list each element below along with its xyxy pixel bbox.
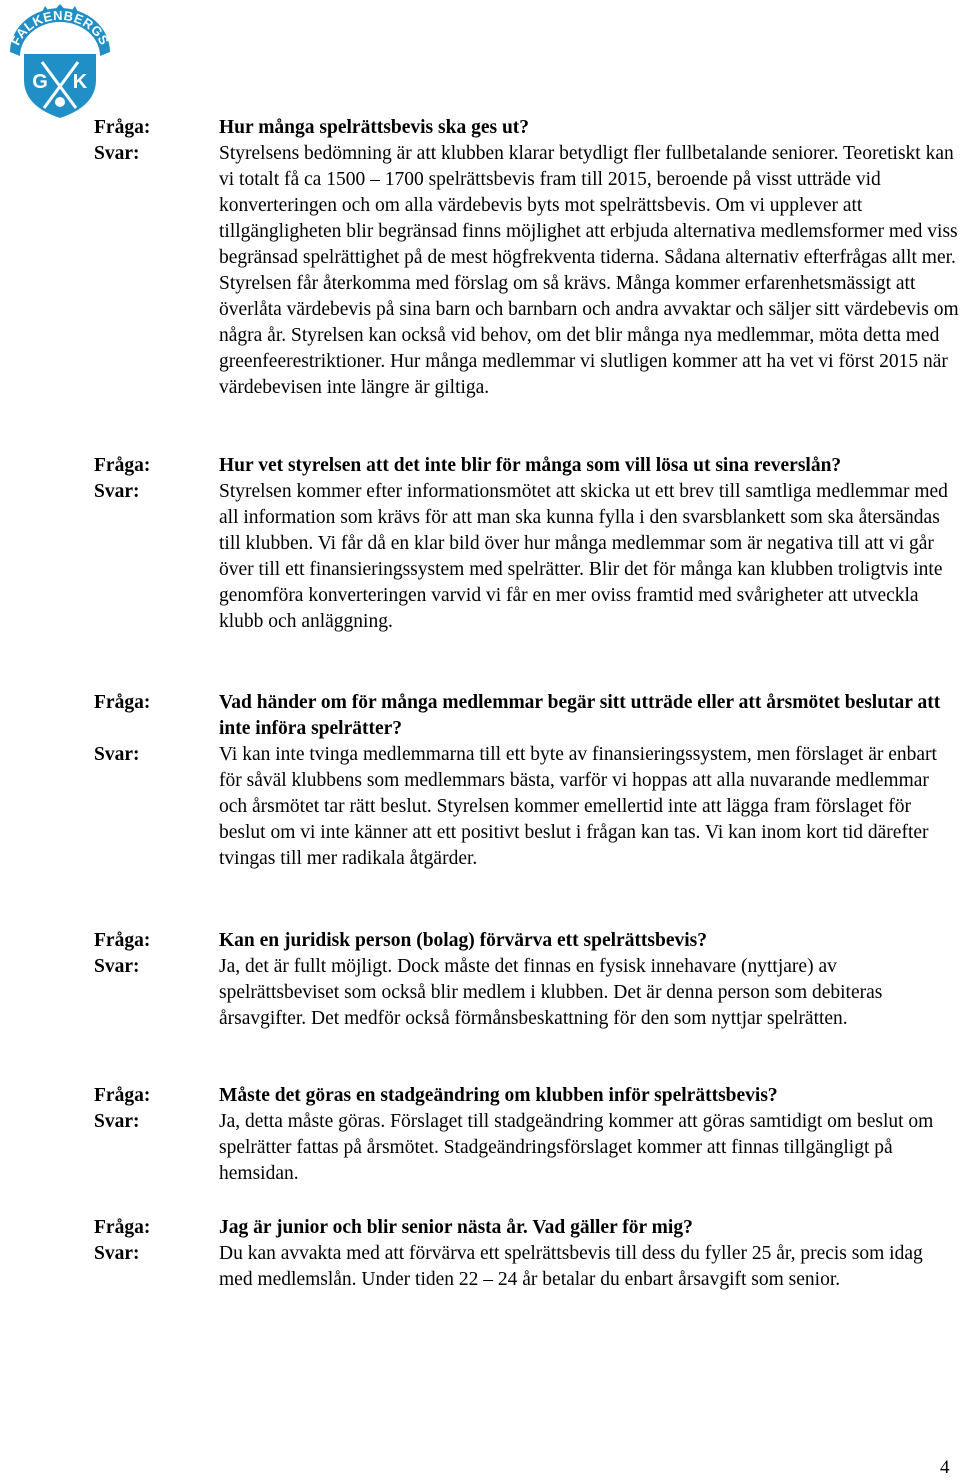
answer-label: Svar: [94, 1243, 140, 1264]
qa-text [219, 115, 959, 401]
svg-text:FALKENBERGS [8, 8, 112, 48]
question-label: Fråga: [94, 117, 151, 138]
answer-text: Styrelsens bedömning är att klubben klarar betydligt fler fullbetalande seniorer. Teoretiskt kan vi totalt få ca 1500 – 1700 spelrättsbevis fram till 2015, beroende på visst utträde vid konverteringen och om alla värdebevis byts mot spelrättsbevis. Om vi upplever att tillgängligheten blir begränsad finns möjlighet att erbjuda alternativa medlemsformer med viss begränsad spelrättighet på de mest högfrekventa tiderna. Sådana alternativ efterfrågas allt mer. Styrelsen får återkomma med förslag om så krävs. Många kommer erfarenhetsmässigt att överlåta värdebevis på sina barn och barnbarn och andra avvaktar och säljer sitt värdebevis om några år. Styrelsen kan också vid behov, om det blir många nya medlemmar, möta detta med greenfeerestriktioner. Hur många medlemmar vi slutligen kommer att ha vet vi först 2015 när värdebevisen inte längre är giltiga. [219, 143, 959, 398]
qa-text [219, 690, 959, 872]
qa-text [219, 1083, 959, 1187]
club-logo [4, 2, 116, 120]
answer-label: Svar: [94, 143, 140, 164]
answer-text: Ja, detta måste göras. Förslaget till stadgeändring kommer att göras samtidigt om beslut om spelrätter fattas på årsmötet. Stadgeändringsförslaget kommer att finnas tillgängligt på hemsidan. [219, 1111, 934, 1184]
question-text: Hur vet styrelsen att det inte blir för många som vill lösa ut sina reverslån? [219, 455, 842, 476]
qa-text [219, 928, 959, 1032]
question-text: Hur många spelrättsbevis ska ges ut? [219, 117, 530, 138]
qa-text [219, 1215, 959, 1293]
page-number: 4 [940, 1457, 950, 1478]
answer-text: Du kan avvakta med att förvärva ett spelrättsbevis till dess du fyller 25 år, precis som idag med medlemslån. Under tiden 22 – 24 år betalar du enbart årsavgift som senior. [219, 1243, 923, 1290]
answer-label: Svar: [94, 956, 140, 977]
logo-text: FALKENBERGS [7, 7, 113, 48]
logo-letter-right: K [72, 71, 88, 93]
answer-text: Vi kan inte tvinga medlemmarna till ett byte av finansieringssystem, men förslaget är enbart för såväl klubbens som medlemmars bästa, varför vi hoppas att alla nuvarande medlemmar och årsmötet tar rätt beslut. Styrelsen kommer emellertid inte att lägga fram förslaget för beslut om vi inte känner att ett positivt beslut i frågan kan tas. Vi kan inom kort tid därefter tvingas till mer radikala åtgärder. [219, 744, 937, 869]
answer-text: Styrelsen kommer efter informationsmötet att skicka ut ett brev till samtliga medlemmar med all information som krävs för att man ska kunna fylla i den svarsblankett som ska återsändas till klubben. Vi får då en klar bild över hur många medlemmar som är negativa till att vi går över till ett finansieringssystem med spelrätter. Blir det för många kan klubben troligtvis inte genomföra konverteringen varvid vi får en mer oviss framtid med svårigheter att utveckla klubb och anläggning. [219, 481, 948, 632]
answer-text: Ja, det är fullt möjligt. Dock måste det finnas en fysisk innehavare (nyttjare) av spelrättsbeviset som också blir medlem i klubben. Det är denna person som debiteras årsavgifter. Det medför också förmånsbeskattning för den som nyttjar spelrätten. [219, 956, 883, 1029]
question-text: Kan en juridisk person (bolag) förvärva ett spelrättsbevis? [219, 930, 708, 951]
question-text: Vad händer om för många medlemmar begär sitt utträde eller att årsmötet beslutar att inte införa spelrätter? [219, 692, 941, 739]
answer-label: Svar: [94, 481, 140, 502]
answer-label: Svar: [94, 744, 140, 765]
question-label: Fråga: [94, 1217, 151, 1238]
club-crest-icon [4, 2, 116, 120]
question-label: Fråga: [94, 1085, 151, 1106]
qa-text [219, 453, 959, 635]
question-label: Fråga: [94, 455, 151, 476]
question-text: Måste det göras en stadgeändring om klubben inför spelrättsbevis? [219, 1085, 778, 1106]
question-text: Jag är junior och blir senior nästa år. Vad gäller för mig? [219, 1217, 693, 1238]
logo-letter-left: G [32, 71, 48, 93]
answer-label: Svar: [94, 1111, 140, 1132]
question-label: Fråga: [94, 692, 151, 713]
question-label: Fråga: [94, 930, 151, 951]
